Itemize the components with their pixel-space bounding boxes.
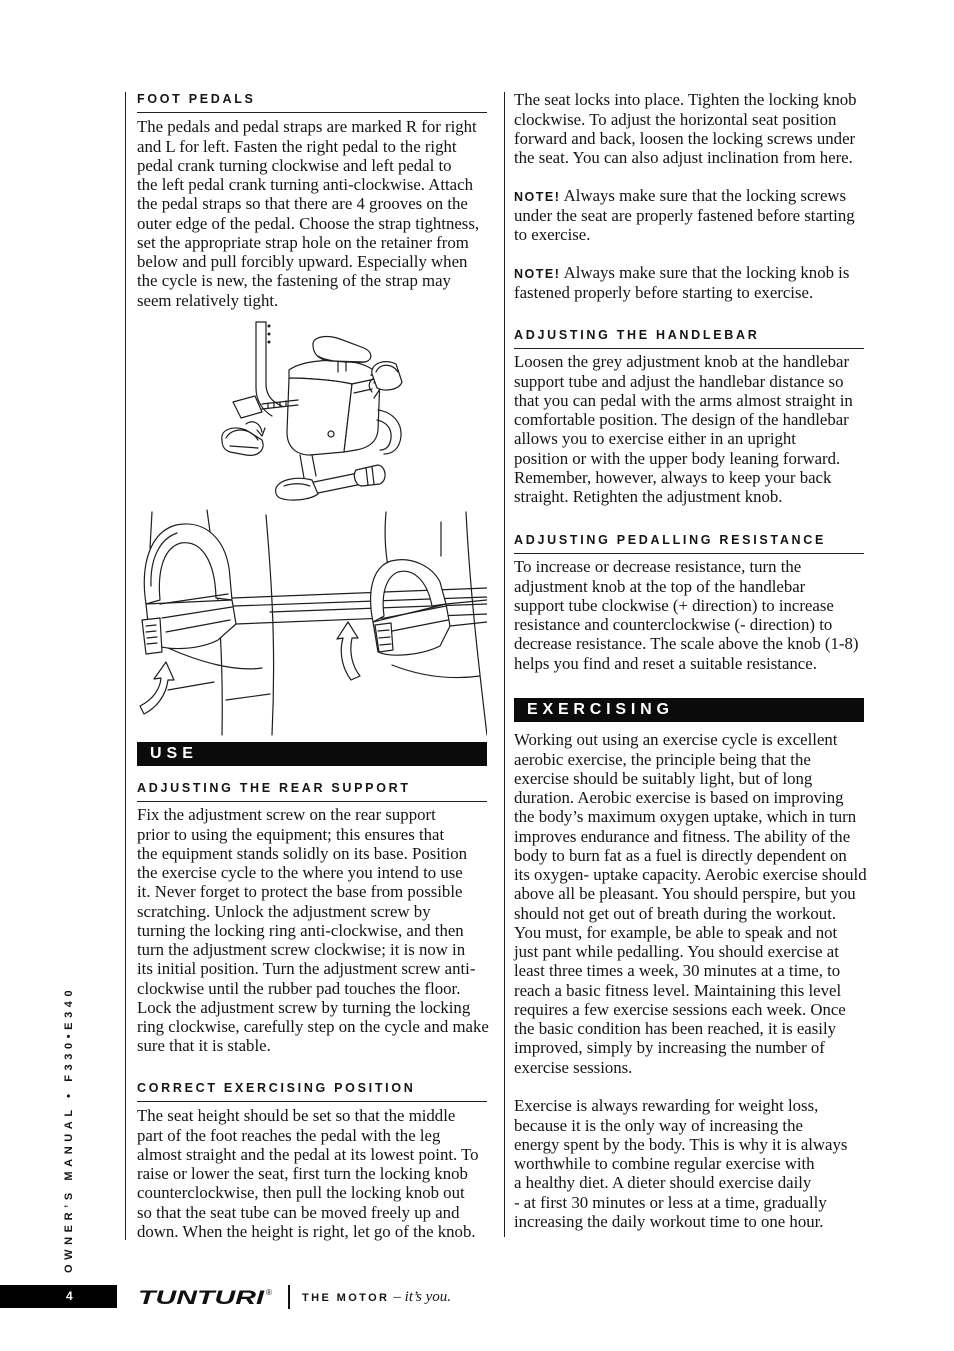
note-locking-knob (514, 263, 849, 302)
text-line: Loosen the grey adjustment knob at the handlebar (514, 352, 850, 372)
text-line: raise or lower the seat, first turn the locking knob (137, 1164, 468, 1184)
text-line: should not get out of breath during the workout. (514, 903, 837, 923)
text-line: Lock the adjustment screw by turning the locking (137, 997, 471, 1017)
text-line: requires a few exercise sessions each week. Once (514, 999, 846, 1019)
text-line: to exercise. (514, 224, 591, 244)
text-line: its initial position. Turn the adjustment screw anti- (137, 959, 476, 979)
text-line: pedal crank turning clockwise and left pedal to (137, 155, 452, 175)
paragraph-rear-support (137, 805, 489, 1055)
text-line: outer edge of the pedal. Choose the strap tightness, (137, 213, 480, 233)
text-line: its oxygen- uptake capacity. Aerobic exercise should (514, 865, 867, 885)
text-line: the seat. You can also adjust inclination from here. (514, 148, 853, 168)
text-line: least three times a week, 30 minutes at a time, to (514, 961, 841, 981)
text-line: Remember, however, always to keep your back (514, 467, 832, 487)
tagline-caps: THE MOTOR (302, 1292, 390, 1304)
text-line: the body’s maximum oxygen uptake, which in turn (514, 807, 857, 827)
text-line: Exercise is always rewarding for weight loss, (514, 1096, 819, 1116)
paragraph-exercising (514, 730, 867, 1077)
text-line (514, 186, 855, 205)
page-number: 4 (0, 1285, 117, 1308)
paragraph-correct-position (137, 1106, 479, 1241)
text-line: improved, simply by increasing the number of (514, 1038, 825, 1058)
text-line: sure that it is stable. (137, 1036, 271, 1056)
text-line: support tube clockwise (+ direction) to increase (514, 595, 834, 615)
exercise-bike-illustration (137, 316, 487, 508)
text-line: clockwise. To adjust the horizontal seat position (514, 109, 837, 129)
text-line: down. When the height is right, let go of the knob. (137, 1221, 476, 1241)
paragraph-resistance (514, 557, 858, 673)
text-line: To increase or decrease resistance, turn the (514, 557, 802, 577)
text-line: so that the seat tube can be moved freely up and (137, 1202, 460, 1222)
rear-support (377, 410, 401, 454)
text-line: position or with the upper body leaning forward. (514, 448, 841, 468)
text-line: just pant while pedalling. You should exercise at (514, 942, 839, 962)
text-line: improves endurance and fitness. The ability of the (514, 826, 851, 846)
registered-mark: ® (266, 1288, 272, 1297)
brand-wordmark: TUNTURI (138, 1288, 266, 1309)
note-locking-screws (514, 186, 855, 244)
text-line: the exercise cycle to the where you intend to use (137, 863, 463, 883)
text-line: exercise should be suitably light, but of long (514, 768, 813, 788)
text-line: body to burn fat as a fuel is directly dependent on (514, 845, 847, 865)
paragraph-seat (514, 90, 857, 167)
footer-separator (288, 1285, 290, 1309)
right-column-rule (504, 92, 505, 1237)
text-line: forward and back, loosen the locking screws under (514, 128, 856, 148)
text-line: that you can pedal with the arms almost straight in (514, 390, 853, 410)
text-line: above all be pleasant. You should perspire, but you (514, 884, 856, 904)
text-line: allows you to exercise either in an upright (514, 429, 796, 449)
base-frame (276, 455, 385, 500)
text-line: set the appropriate strap hole on the retainer from (137, 232, 469, 252)
text-line: almost straight and the pedal at its lowest point. To (137, 1144, 479, 1164)
section-bar-exercising: EXERCISING (514, 698, 864, 722)
pedal-strap-illustration (137, 508, 487, 738)
tagline-italic: – it’s you. (393, 1289, 452, 1305)
text-line: Fix the adjustment screw on the rear support (137, 805, 436, 825)
text-line: the left pedal crank turning anti-clockwise. Attach (137, 175, 473, 195)
text-line: scratching. Unlock the adjustment screw by (137, 901, 431, 921)
side-manual-label: OWNER’S MANUAL • F330•E340 (63, 985, 75, 1273)
text-line: turning the locking ring anti-clockwise, and then (137, 920, 464, 940)
text-line: energy spent by the body. This is why it is always (514, 1134, 848, 1154)
text-line: The seat locks into place. Tighten the locking knob (514, 90, 857, 110)
text-line: resistance and counterclockwise (- direction) to (514, 615, 833, 635)
text-line: it. Never forget to protect the base from possible (137, 882, 463, 902)
text-line: adjustment knob at the top of the handlebar (514, 576, 806, 596)
text-line: The pedals and pedal straps are marked R for right (137, 117, 477, 137)
text-line: increasing the daily workout time to one hour. (514, 1211, 824, 1231)
text-line: the basic condition has been reached, it is easily (514, 1019, 836, 1039)
text-line: fastened properly before starting to exercise. (514, 282, 814, 302)
heading-correct-position: CORRECT EXERCISING POSITION (137, 1080, 487, 1102)
heading-resistance: ADJUSTING PEDALLING RESISTANCE (514, 532, 864, 554)
text-line: part of the foot reaches the pedal with the leg (137, 1125, 441, 1145)
heading-handlebar: ADJUSTING THE HANDLEBAR (514, 327, 864, 349)
heading-rear-support: ADJUSTING THE REAR SUPPORT (137, 780, 487, 802)
text-line: the equipment stands solidly on its base. Position (137, 843, 468, 863)
text-line: turn the adjustment screw clockwise; it is now in (137, 940, 466, 960)
text-line: helps you find and reset a suitable resistance. (514, 653, 817, 673)
paragraph-weight-loss (514, 1096, 847, 1231)
pedal-right-closeup (371, 512, 487, 735)
tunturi-logo (136, 1284, 278, 1310)
text-line: - at first 30 minutes or less at a time, gradually (514, 1192, 827, 1212)
text-line: Always make sure that the locking screws (563, 186, 847, 206)
text-line: and L for left. Fasten the right pedal to the right (137, 136, 457, 156)
left-column-rule (125, 92, 126, 1240)
text-line: because it is the only way of increasing the (514, 1115, 803, 1135)
paragraph-foot-pedals (137, 117, 479, 310)
text-line: seem relatively tight. (137, 290, 279, 310)
text-line: Working out using an exercise cycle is excellent (514, 730, 838, 750)
text-line: below and pull forcibly upward. Especially when (137, 252, 468, 272)
text-line: exercise sessions. (514, 1057, 633, 1077)
text-line: Always make sure that the locking knob is (563, 263, 850, 283)
text-line: straight. Retighten the adjustment knob. (514, 487, 783, 507)
text-line: prior to using the equipment; this ensures that (137, 824, 445, 844)
text-line: the cycle is new, the fastening of the strap may (137, 271, 451, 291)
text-line: counterclockwise, then pull the locking knob out (137, 1183, 465, 1203)
text-line: the pedal straps so that there are 4 grooves on the (137, 194, 468, 214)
footer-tagline (302, 1288, 451, 1307)
text-line: clockwise until the rubber pad touches the floor. (137, 978, 461, 998)
body-housing (287, 360, 380, 455)
text-line (514, 263, 849, 282)
text-line: aerobic exercise, the principle being that the (514, 749, 811, 769)
section-bar-use: USE (137, 742, 487, 766)
note-label: NOTE! (514, 190, 561, 205)
text-line: worthwhile to combine regular exercise with (514, 1154, 815, 1174)
text-line: decrease resistance. The scale above the knob (1-8) (514, 634, 859, 654)
text-line: You must, for example, be able to speak and not (514, 922, 838, 942)
text-line: support tube and adjust the handlebar distance so (514, 371, 844, 391)
text-line: The seat height should be set so that the middle (137, 1106, 456, 1126)
text-line: under the seat are properly fastened before starting (514, 205, 855, 225)
text-line: reach a basic fitness level. Maintaining this level (514, 980, 842, 1000)
text-line: comfortable position. The design of the handlebar (514, 410, 849, 430)
text-line: a healthy diet. A dieter should exercise daily (514, 1173, 812, 1193)
text-line: duration. Aerobic exercise is based on improving (514, 788, 844, 808)
heading-foot-pedals: FOOT PEDALS (137, 91, 487, 113)
note-label: NOTE! (514, 267, 561, 282)
paragraph-handlebar (514, 352, 853, 506)
text-line: ring clockwise, carefully step on the cycle and make (137, 1017, 489, 1037)
